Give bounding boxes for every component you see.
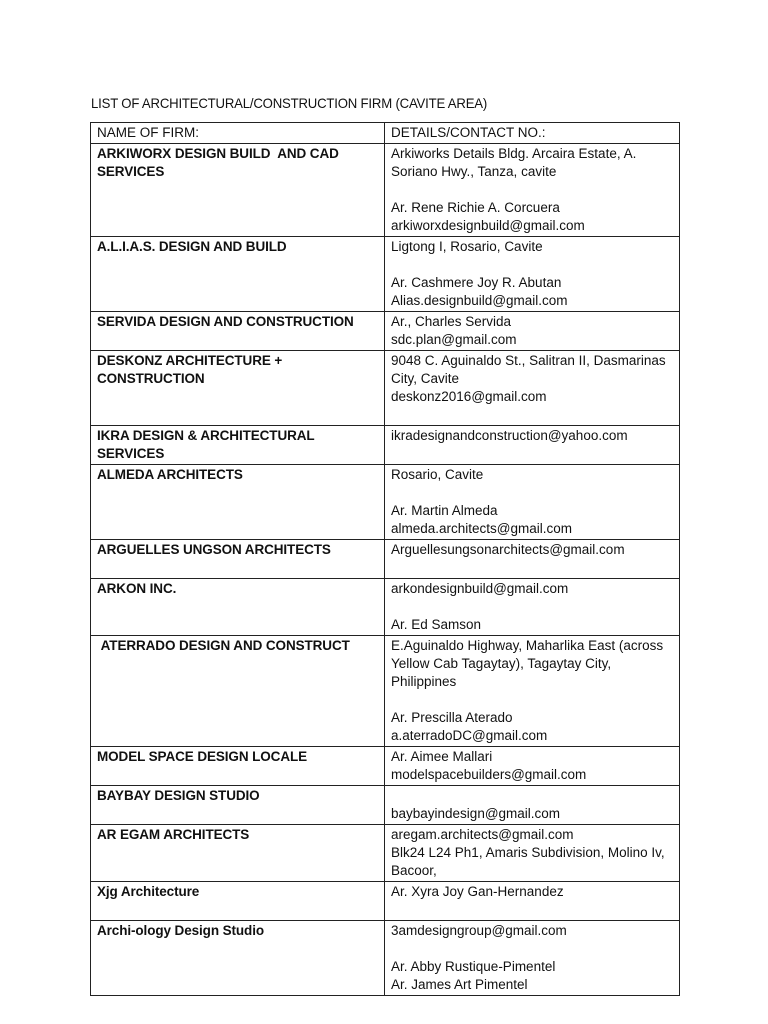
detail-line: [391, 181, 674, 199]
column-header-name: NAME OF FIRM:: [91, 123, 385, 144]
firm-details: [385, 144, 680, 237]
firm-details: [385, 465, 680, 540]
document-title: LIST OF ARCHITECTURAL/CONSTRUCTION FIRM (CAVITE AREA): [91, 95, 488, 111]
table-row: [91, 312, 680, 351]
table-row: [91, 351, 680, 426]
firm-details: [385, 786, 680, 825]
firm-details: [385, 351, 680, 426]
detail-line: [391, 559, 674, 577]
firm-details: [385, 426, 680, 465]
firm-name: ARGUELLES UNGSON ARCHITECTS: [91, 540, 385, 579]
table-row: [91, 747, 680, 786]
table-row: [91, 882, 680, 921]
firm-name: ALMEDA ARCHITECTS: [91, 465, 385, 540]
firm-details: [385, 921, 680, 996]
firm-name: Xjg Architecture: [91, 882, 385, 921]
firm-name: DESKONZ ARCHITECTURE + CONSTRUCTION: [91, 351, 385, 426]
detail-line: Rosario, Cavite: [391, 467, 484, 482]
detail-line: aregam.architects@gmail.com: [391, 827, 574, 842]
detail-line: Alias.designbuild@gmail.com: [391, 293, 568, 308]
detail-line: Ligtong I, Rosario, Cavite: [391, 239, 543, 254]
detail-line: Ar. Aimee Mallari: [391, 749, 493, 764]
firm-details: [385, 579, 680, 636]
detail-line: modelspacebuilders@gmail.com: [391, 767, 587, 782]
detail-line: Ar. Rene Richie A. Corcuera: [391, 200, 560, 215]
table-row: [91, 636, 680, 747]
detail-line: arkondesignbuild@gmail.com: [391, 581, 569, 596]
firm-name: ARKIWORX DESIGN BUILD AND CAD SERVICES: [91, 144, 385, 237]
detail-line: Ar. Ed Samson: [391, 617, 482, 632]
detail-line: Ar. Cashmere Joy R. Abutan: [391, 275, 562, 290]
firm-name: A.L.I.A.S. DESIGN AND BUILD: [91, 237, 385, 312]
table-row: [91, 579, 680, 636]
detail-line: almeda.architects@gmail.com: [391, 521, 573, 536]
detail-line: Ar. Prescilla Aterado: [391, 710, 513, 725]
detail-line: Ar. James Art Pimentel: [391, 977, 528, 992]
detail-line: Arkiworks Details Bldg. Arcaira Estate, A. Soriano Hwy., Tanza, cavite: [391, 146, 641, 179]
firm-details: [385, 237, 680, 312]
detail-line: Ar. Xyra Joy Gan-Hernandez: [391, 884, 564, 899]
firm-name: ARKON INC.: [91, 579, 385, 636]
detail-line: sdc.plan@gmail.com: [391, 332, 517, 347]
detail-line: deskonz2016@gmail.com: [391, 389, 547, 404]
firm-details: [385, 312, 680, 351]
detail-line: E.Aguinaldo Highway, Maharlika East (across Yellow Cab Tagaytay), Tagaytay City, Philippines: [391, 638, 667, 689]
firm-details: [385, 747, 680, 786]
firm-name: MODEL SPACE DESIGN LOCALE: [91, 747, 385, 786]
column-header-details: DETAILS/CONTACT NO.:: [385, 123, 680, 144]
table-row: [91, 786, 680, 825]
table-row: [91, 144, 680, 237]
detail-line: [391, 940, 674, 958]
firms-table: [90, 122, 680, 996]
detail-line: [391, 787, 674, 805]
detail-line: 9048 C. Aguinaldo St., Salitran II, Dasmarinas City, Cavite: [391, 353, 670, 386]
detail-line: arkiworxdesignbuild@gmail.com: [391, 218, 585, 233]
table-row: [91, 540, 680, 579]
detail-line: Blk24 L24 Ph1, Amaris Subdivision, Molino Iv, Bacoor,: [391, 845, 669, 878]
table-row: [91, 237, 680, 312]
firm-name: BAYBAY DESIGN STUDIO: [91, 786, 385, 825]
detail-line: Ar. Abby Rustique-Pimentel: [391, 959, 556, 974]
detail-line: Ar., Charles Servida: [391, 314, 512, 329]
detail-line: [391, 691, 674, 709]
firm-details: [385, 540, 680, 579]
table-row: [91, 825, 680, 882]
detail-line: a.aterradoDC@gmail.com: [391, 728, 548, 743]
table-body: [91, 144, 680, 996]
firm-details: [385, 825, 680, 882]
detail-line: [391, 484, 674, 502]
detail-line: Arguellesungsonarchitects@gmail.com: [391, 542, 625, 557]
firm-name: IKRA DESIGN & ARCHITECTURAL SERVICES: [91, 426, 385, 465]
table-row: [91, 465, 680, 540]
table-row: [91, 426, 680, 465]
detail-line: [391, 598, 674, 616]
firm-name: ATERRADO DESIGN AND CONSTRUCT: [91, 636, 385, 747]
detail-line: [391, 901, 674, 919]
firm-details: [385, 636, 680, 747]
detail-line: ikradesignandconstruction@yahoo.com: [391, 428, 628, 443]
firm-name: Archi-ology Design Studio: [91, 921, 385, 996]
detail-line: [391, 406, 674, 424]
firm-name: SERVIDA DESIGN AND CONSTRUCTION: [91, 312, 385, 351]
detail-line: 3amdesigngroup@gmail.com: [391, 923, 567, 938]
firm-name: AR EGAM ARCHITECTS: [91, 825, 385, 882]
table-row: [91, 921, 680, 996]
firm-details: [385, 882, 680, 921]
detail-line: Ar. Martin Almeda: [391, 503, 498, 518]
detail-line: [391, 256, 674, 274]
detail-line: baybayindesign@gmail.com: [391, 806, 561, 821]
table-header-row: [91, 123, 680, 144]
